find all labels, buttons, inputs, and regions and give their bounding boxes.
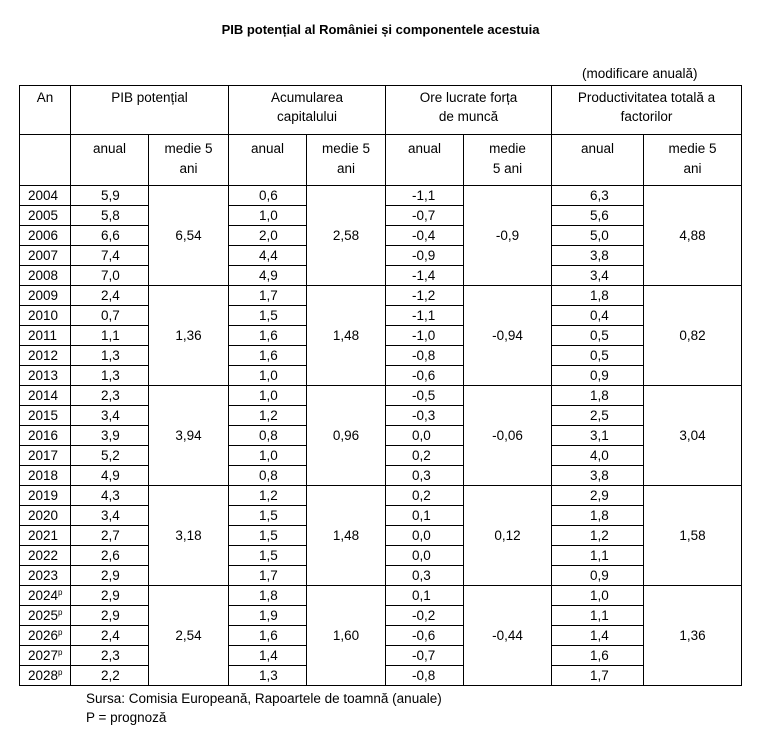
ore-annual-cell: -0,6 — [386, 366, 464, 386]
year-cell — [20, 286, 71, 306]
cap-annual-cell: 1,8 — [229, 586, 307, 606]
forecast-marker: p — [58, 668, 63, 677]
forecast-marker: p — [58, 628, 63, 637]
pib-annual-cell: 3,4 — [71, 406, 149, 426]
pib-annual-cell: 1,3 — [71, 346, 149, 366]
year-cell — [20, 346, 71, 366]
pib-avg-cell: 6,54 — [149, 186, 229, 286]
ore-avg-cell: -0,06 — [464, 386, 552, 486]
year-cell — [20, 266, 71, 286]
year-label: 2028 — [28, 668, 59, 683]
cap-annual-cell: 4,9 — [229, 266, 307, 286]
pib-annual-cell: 3,4 — [71, 506, 149, 526]
pib-annual-cell: 2,3 — [71, 646, 149, 666]
year-label: 2026 — [28, 628, 59, 643]
header-anual: anual — [386, 135, 464, 186]
year-label: 2008 — [28, 268, 59, 283]
header-anual: anual — [229, 135, 307, 186]
header-ptf: Productivitatea totală a factorilor — [552, 86, 742, 135]
ore-annual-cell: 0,3 — [386, 566, 464, 586]
ore-annual-cell: 0,2 — [386, 486, 464, 506]
cap-avg-cell: 0,96 — [307, 386, 386, 486]
year-cell — [20, 366, 71, 386]
header-ore: Ore lucrate forța de muncă — [386, 86, 552, 135]
header-pib: PIB potențial — [71, 86, 229, 135]
year-label: 2015 — [28, 408, 59, 423]
unit-note: (modificare anuală) — [582, 66, 698, 81]
year-cell — [20, 646, 71, 666]
cap-annual-cell: 2,0 — [229, 226, 307, 246]
year-cell — [20, 186, 71, 206]
pib-annual-cell: 7,4 — [71, 246, 149, 266]
ptf-annual-cell: 1,4 — [552, 626, 644, 646]
year-cell — [20, 386, 71, 406]
ptf-avg-cell: 1,58 — [644, 486, 742, 586]
cap-annual-cell: 1,9 — [229, 606, 307, 626]
year-label: 2027 — [28, 648, 59, 663]
year-label: 2024 — [28, 588, 59, 603]
year-label: 2009 — [28, 288, 59, 303]
pib-annual-cell: 1,3 — [71, 366, 149, 386]
cap-annual-cell: 1,0 — [229, 446, 307, 466]
header-medie: medie 5 ani — [644, 135, 742, 186]
year-label: 2006 — [28, 228, 59, 243]
year-cell — [20, 526, 71, 546]
cap-annual-cell: 0,6 — [229, 186, 307, 206]
ore-annual-cell: 0,2 — [386, 446, 464, 466]
pib-annual-cell: 2,2 — [71, 666, 149, 686]
table-row — [20, 486, 742, 506]
ore-annual-cell: 0,0 — [386, 526, 464, 546]
year-label: 2017 — [28, 448, 59, 463]
table-body — [20, 186, 742, 686]
pib-annual-cell: 4,3 — [71, 486, 149, 506]
pib-annual-cell: 2,3 — [71, 386, 149, 406]
pib-avg-cell: 1,36 — [149, 286, 229, 386]
year-label: 2012 — [28, 348, 59, 363]
ore-annual-cell: -1,2 — [386, 286, 464, 306]
ptf-annual-cell: 2,9 — [552, 486, 644, 506]
pib-annual-cell: 5,9 — [71, 186, 149, 206]
cap-avg-cell: 1,48 — [307, 486, 386, 586]
pib-annual-cell: 3,9 — [71, 426, 149, 446]
cap-annual-cell: 1,0 — [229, 366, 307, 386]
ore-annual-cell: -1,0 — [386, 326, 464, 346]
ptf-annual-cell: 0,4 — [552, 306, 644, 326]
table-row — [20, 186, 742, 206]
year-label: 2025 — [28, 608, 59, 623]
ptf-annual-cell: 0,5 — [552, 346, 644, 366]
year-cell — [20, 506, 71, 526]
year-label: 2021 — [28, 528, 59, 543]
ore-annual-cell: -0,3 — [386, 406, 464, 426]
ptf-annual-cell: 3,4 — [552, 266, 644, 286]
ore-annual-cell: -0,5 — [386, 386, 464, 406]
ptf-annual-cell: 1,6 — [552, 646, 644, 666]
year-cell — [20, 566, 71, 586]
ptf-annual-cell: 1,8 — [552, 386, 644, 406]
ptf-annual-cell: 6,3 — [552, 186, 644, 206]
year-label: 2014 — [28, 388, 59, 403]
year-label: 2013 — [28, 368, 59, 383]
pib-annual-cell: 7,0 — [71, 266, 149, 286]
cap-avg-cell: 1,60 — [307, 586, 386, 686]
table-title: PIB potențial al României și componentele acestuia — [221, 22, 540, 37]
header-medie: medie 5 ani — [464, 135, 552, 186]
cap-avg-cell: 1,48 — [307, 286, 386, 386]
ptf-annual-cell: 1,8 — [552, 506, 644, 526]
ore-annual-cell: 0,3 — [386, 466, 464, 486]
cap-annual-cell: 1,0 — [229, 206, 307, 226]
year-label: 2010 — [28, 308, 59, 323]
pib-annual-cell: 5,8 — [71, 206, 149, 226]
pib-annual-cell: 2,4 — [71, 626, 149, 646]
ptf-annual-cell: 0,9 — [552, 366, 644, 386]
ptf-avg-cell: 1,36 — [644, 586, 742, 686]
ore-annual-cell: -0,8 — [386, 346, 464, 366]
year-cell — [20, 626, 71, 646]
year-label: 2019 — [28, 488, 59, 503]
pib-annual-cell: 2,4 — [71, 286, 149, 306]
header-medie: medie 5 ani — [307, 135, 386, 186]
year-cell — [20, 606, 71, 626]
cap-annual-cell: 0,8 — [229, 426, 307, 446]
year-cell — [20, 586, 71, 606]
ptf-annual-cell: 3,8 — [552, 246, 644, 266]
ptf-annual-cell: 0,5 — [552, 326, 644, 346]
year-label: 2020 — [28, 508, 59, 523]
year-label: 2005 — [28, 208, 59, 223]
ore-annual-cell: -0,7 — [386, 646, 464, 666]
ptf-annual-cell: 2,5 — [552, 406, 644, 426]
cap-annual-cell: 1,6 — [229, 346, 307, 366]
ore-annual-cell: -0,6 — [386, 626, 464, 646]
ore-annual-cell: -0,9 — [386, 246, 464, 266]
year-cell — [20, 326, 71, 346]
year-cell — [20, 406, 71, 426]
pib-annual-cell: 6,6 — [71, 226, 149, 246]
year-label: 2007 — [28, 248, 59, 263]
year-cell — [20, 486, 71, 506]
source-note: Sursa: Comisia Europeană, Rapoartele de toamnă (anuale) — [86, 691, 442, 706]
data-table — [19, 85, 742, 686]
year-label: 2016 — [28, 428, 59, 443]
ore-avg-cell: -0,9 — [464, 186, 552, 286]
year-cell — [20, 666, 71, 686]
ptf-annual-cell: 4,0 — [552, 446, 644, 466]
pib-annual-cell: 1,1 — [71, 326, 149, 346]
header-anual: anual — [552, 135, 644, 186]
table-row — [20, 586, 742, 606]
pib-annual-cell: 2,9 — [71, 566, 149, 586]
forecast-marker: p — [58, 648, 63, 657]
ptf-annual-cell: 1,7 — [552, 666, 644, 686]
year-label: 2004 — [28, 188, 59, 203]
ore-annual-cell: 0,0 — [386, 546, 464, 566]
header-anual: anual — [71, 135, 149, 186]
ptf-avg-cell: 3,04 — [644, 386, 742, 486]
pib-annual-cell: 2,7 — [71, 526, 149, 546]
ptf-annual-cell: 1,1 — [552, 606, 644, 626]
ore-avg-cell: -0,44 — [464, 586, 552, 686]
year-label: 2018 — [28, 468, 59, 483]
ptf-annual-cell: 1,0 — [552, 586, 644, 606]
cap-annual-cell: 1,5 — [229, 546, 307, 566]
cap-annual-cell: 1,5 — [229, 526, 307, 546]
pib-avg-cell: 3,18 — [149, 486, 229, 586]
pib-annual-cell: 2,6 — [71, 546, 149, 566]
ore-annual-cell: 0,1 — [386, 586, 464, 606]
ore-annual-cell: -1,4 — [386, 266, 464, 286]
ore-annual-cell: 0,0 — [386, 426, 464, 446]
year-cell — [20, 206, 71, 226]
year-cell — [20, 306, 71, 326]
cap-annual-cell: 1,0 — [229, 386, 307, 406]
ptf-avg-cell: 0,82 — [644, 286, 742, 386]
ore-annual-cell: -0,2 — [386, 606, 464, 626]
ore-annual-cell: -1,1 — [386, 186, 464, 206]
pib-annual-cell: 0,7 — [71, 306, 149, 326]
cap-annual-cell: 0,8 — [229, 466, 307, 486]
ptf-annual-cell: 5,6 — [552, 206, 644, 226]
year-cell — [20, 466, 71, 486]
header-acumularea: Acumularea capitalului — [229, 86, 386, 135]
ore-annual-cell: 0,1 — [386, 506, 464, 526]
ore-annual-cell: -0,7 — [386, 206, 464, 226]
year-label: 2023 — [28, 568, 59, 583]
year-cell — [20, 226, 71, 246]
ptf-avg-cell: 4,88 — [644, 186, 742, 286]
pib-avg-cell: 2,54 — [149, 586, 229, 686]
ore-annual-cell: -1,1 — [386, 306, 464, 326]
year-cell — [20, 246, 71, 266]
pib-annual-cell: 4,9 — [71, 466, 149, 486]
cap-annual-cell: 1,7 — [229, 286, 307, 306]
cap-avg-cell: 2,58 — [307, 186, 386, 286]
cap-annual-cell: 1,2 — [229, 406, 307, 426]
forecast-marker: p — [58, 588, 63, 597]
cap-annual-cell: 1,4 — [229, 646, 307, 666]
header-blank — [20, 135, 71, 186]
ptf-annual-cell: 5,0 — [552, 226, 644, 246]
forecast-note: P = prognoză — [86, 710, 167, 725]
year-label: 2011 — [28, 328, 58, 343]
cap-annual-cell: 1,6 — [229, 326, 307, 346]
forecast-marker: p — [58, 608, 63, 617]
header-medie: medie 5 ani — [149, 135, 229, 186]
header-an: An — [20, 86, 71, 135]
ore-avg-cell: 0,12 — [464, 486, 552, 586]
ptf-annual-cell: 3,1 — [552, 426, 644, 446]
cap-annual-cell: 1,3 — [229, 666, 307, 686]
ptf-annual-cell: 1,8 — [552, 286, 644, 306]
cap-annual-cell: 1,5 — [229, 306, 307, 326]
year-cell — [20, 426, 71, 446]
ptf-annual-cell: 0,9 — [552, 566, 644, 586]
ptf-annual-cell: 1,1 — [552, 546, 644, 566]
cap-annual-cell: 1,5 — [229, 506, 307, 526]
year-cell — [20, 446, 71, 466]
year-cell — [20, 546, 71, 566]
ore-annual-cell: -0,4 — [386, 226, 464, 246]
pib-annual-cell: 2,9 — [71, 586, 149, 606]
table-row — [20, 286, 742, 306]
ptf-annual-cell: 3,8 — [552, 466, 644, 486]
pib-annual-cell: 2,9 — [71, 606, 149, 626]
pib-annual-cell: 5,2 — [71, 446, 149, 466]
ore-annual-cell: -0,8 — [386, 666, 464, 686]
table-row — [20, 386, 742, 406]
cap-annual-cell: 1,7 — [229, 566, 307, 586]
cap-annual-cell: 4,4 — [229, 246, 307, 266]
cap-annual-cell: 1,6 — [229, 626, 307, 646]
pib-avg-cell: 3,94 — [149, 386, 229, 486]
year-label: 2022 — [28, 548, 59, 563]
ptf-annual-cell: 1,2 — [552, 526, 644, 546]
cap-annual-cell: 1,2 — [229, 486, 307, 506]
ore-avg-cell: -0,94 — [464, 286, 552, 386]
